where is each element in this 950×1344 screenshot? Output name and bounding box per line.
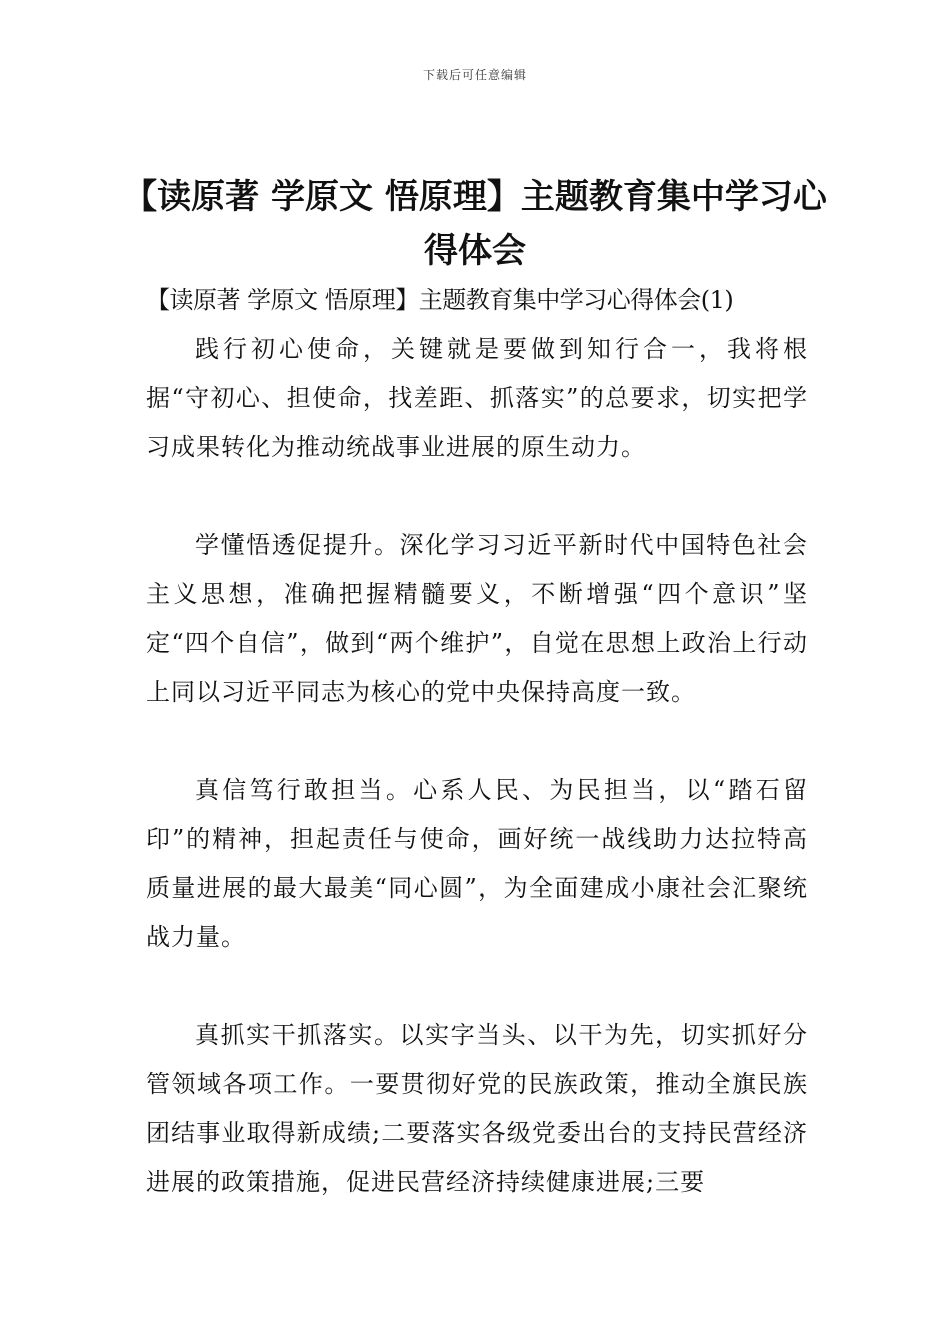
paragraph-4: 真抓实干抓落实。以实字当头、以干为先，切实抓好分管领域各项工作。一要贯彻好党的民族政策，推动全旗民族团结事业取得新成绩;二要落实各级党委出台的支持民营经济进展的政策措施，促进民营经济持续健康进展;三要 [146,1021,808,1196]
paragraph-spacer [146,962,808,1011]
document-body [146,276,808,1207]
header-note: 下载后可任意编辑 [422,68,527,82]
document-subtitle: 【读原著 学原文 悟原理】主题教育集中学习心得体会(1) [146,286,734,314]
paragraph-3: 真信笃行敢担当。心系人民、为民担当，以“踏石留印”的精神，担起责任与使命，画好统一战线助力达拉特高质量进展的最大最美“同心圆”，为全面建成小康社会汇聚统战力量。 [146,776,808,951]
paragraph-spacer [146,472,808,521]
paragraph-spacer [146,717,808,766]
paragraph-2: 学懂悟透促提升。深化学习习近平新时代中国特色社会主义思想，准确把握精髓要义，不断增强“四个意识”坚定“四个自信”，做到“两个维护”，自觉在思想上政治上行动上同以习近平同志为核心的党中央保持高度一致。 [146,531,808,706]
paragraph-1: 践行初心使命，关键就是要做到知行合一，我将根据“守初心、担使命，找差距、抓落实”的总要求，切实把学习成果转化为推动统战事业进展的原生动力。 [146,335,808,461]
document-title: 【读原著 学原文 悟原理】主题教育集中学习心得体会 [123,177,827,271]
